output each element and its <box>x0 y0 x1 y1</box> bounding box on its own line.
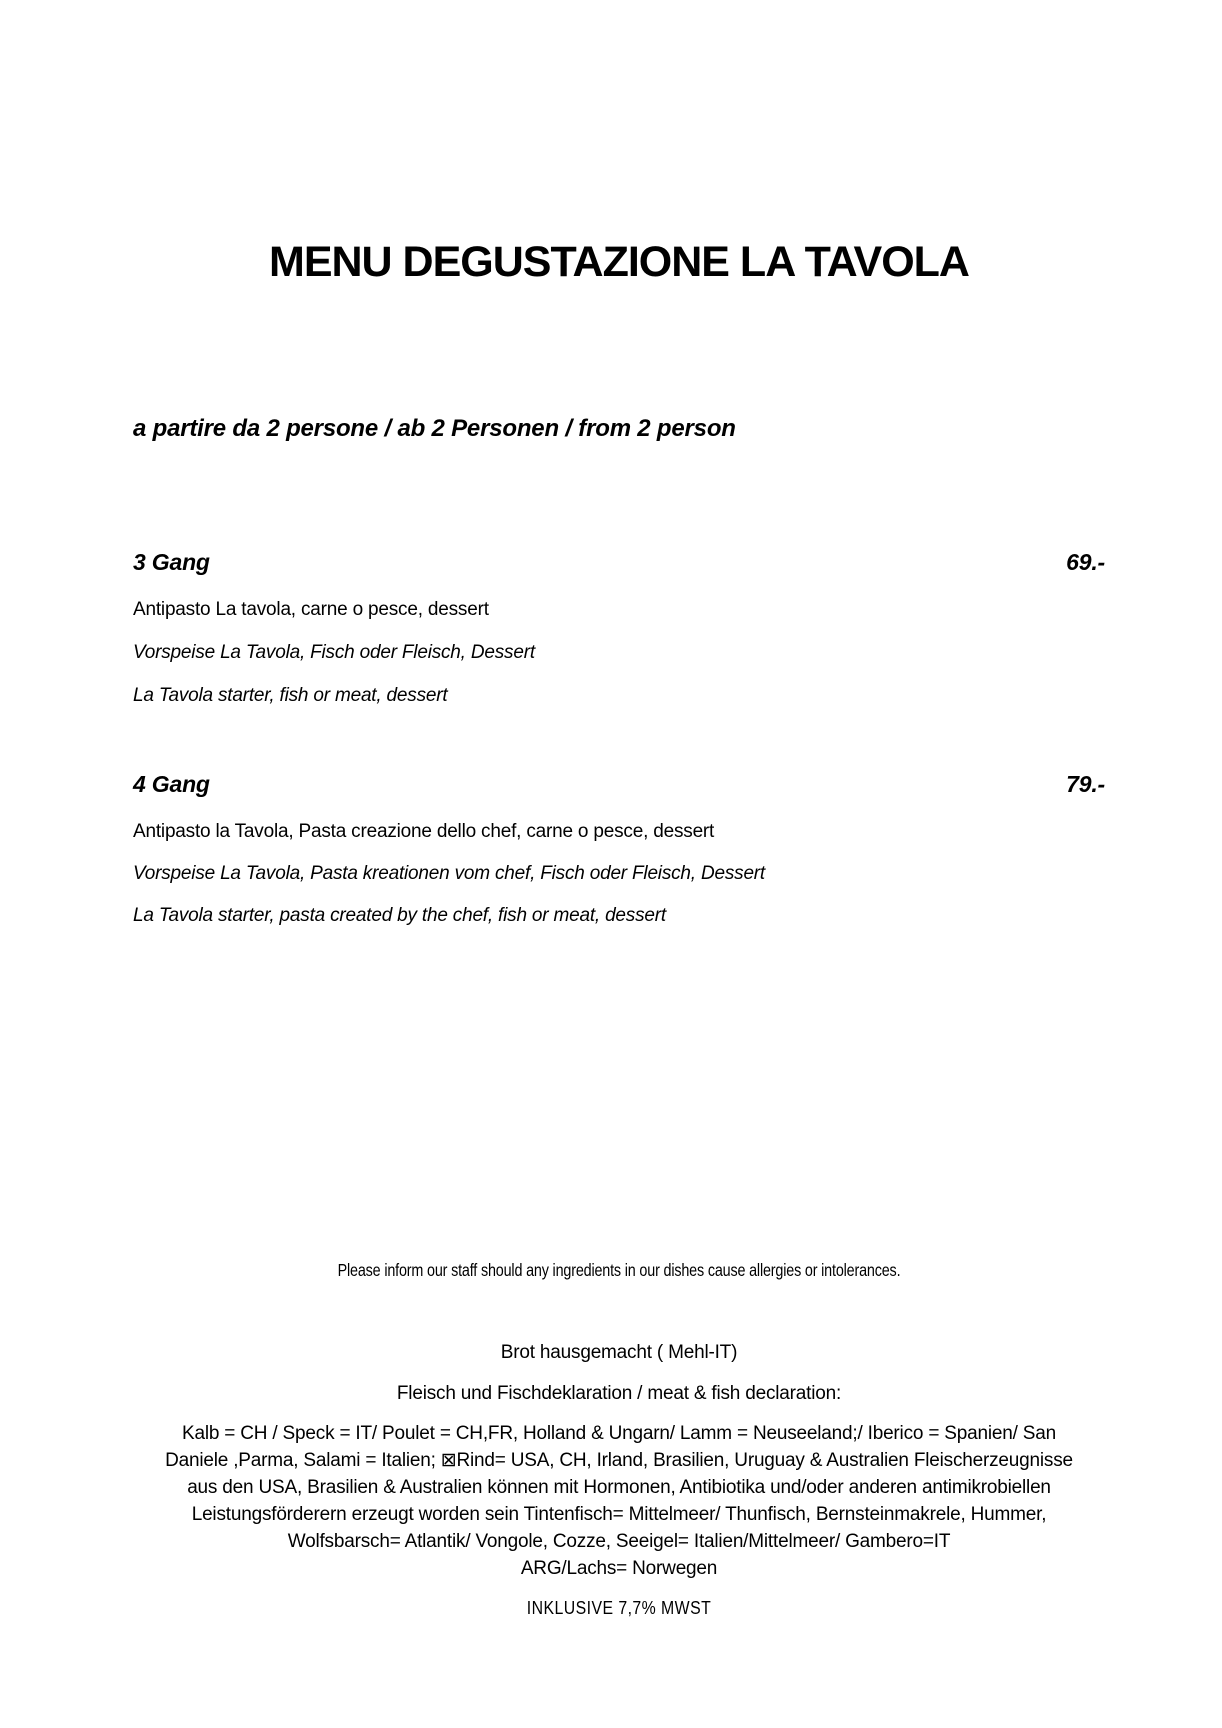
course-3-gang-name: 3 Gang <box>133 549 210 575</box>
course-4-gang-row <box>133 771 1105 798</box>
declaration-line: Leistungsförderern erzeugt worden sein Tintenfisch= Mittelmeer/ Thunfisch, Bernsteinmakrele, Hummer, <box>191 1504 1047 1525</box>
declaration-paragraph <box>133 1420 1105 1555</box>
course-3-gang-row <box>133 549 1105 576</box>
declaration-line: Kalb = CH / Speck = IT/ Poulet = CH,FR, Holland & Ungarn/ Lamm = Neuseeland;/ Iberico = Spanien/ San <box>182 1423 1056 1444</box>
course-4-gang-description-it: Antipasto la Tavola, Pasta creazione dello chef, carne o pesce, dessert <box>133 821 715 842</box>
course-4-gang-description-en: La Tavola starter, pasta created by the chef, fish or meat, dessert <box>133 905 666 926</box>
declaration-heading: Fleisch und Fischdeklaration / meat & fish declaration: <box>396 1383 842 1404</box>
salmon-note: ARG/Lachs= Norwegen <box>520 1558 718 1579</box>
course-3-gang-price: 69.- <box>1066 549 1105 575</box>
declaration-line: aus den USA, Brasilien & Australien können mit Hormonen, Antibiotika und/oder anderen antimikrobiellen <box>187 1477 1051 1498</box>
course-3-gang-description-it: Antipasto La tavola, carne o pesce, dessert <box>133 599 489 620</box>
page-title: MENU DEGUSTAZIONE LA TAVOLA <box>269 238 969 286</box>
course-4-gang-description-de: Vorspeise La Tavola, Pasta kreationen vom chef, Fisch oder Fleisch, Dessert <box>133 863 766 884</box>
course-3-gang-description-en: La Tavola starter, fish or meat, dessert <box>133 685 448 706</box>
course-4-gang-name: 4 Gang <box>133 771 210 797</box>
bread-note: Brot hausgemacht ( Mehl-IT) <box>500 1342 738 1363</box>
serving-note: a partire da 2 persone / ab 2 Personen / from 2 person <box>133 415 736 442</box>
vat-note: INKLUSIVE 7,7% MWST <box>526 1598 712 1618</box>
declaration-line: Daniele ,Parma, Salami = Italien; ⊠Rind= USA, CH, Irland, Brasilien, Uruguay & Australien Fleischerzeugnisse <box>165 1450 1073 1471</box>
declaration-line: Wolfsbarsch= Atlantik/ Vongole, Cozze, Seeigel= Italien/Mittelmeer/ Gambero=IT <box>287 1531 951 1552</box>
allergy-notice: Please inform our staff should any ingredients in our dishes cause allergies or intolerances. <box>337 1260 901 1280</box>
course-3-gang-description-de: Vorspeise La Tavola, Fisch oder Fleisch, Dessert <box>133 642 535 663</box>
course-4-gang-price: 79.- <box>1066 771 1105 797</box>
